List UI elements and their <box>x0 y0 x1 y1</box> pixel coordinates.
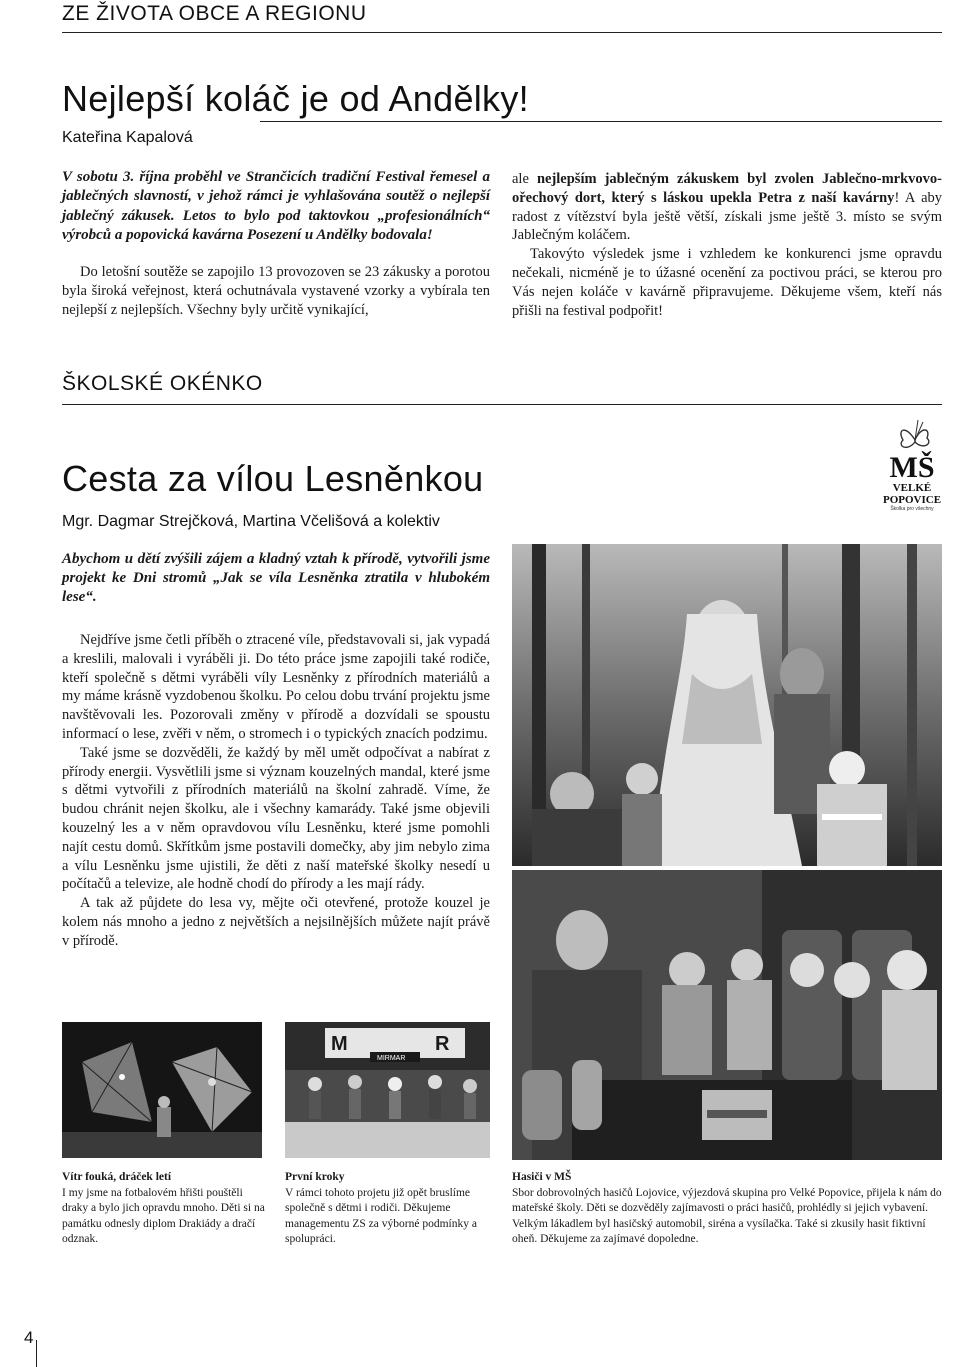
page-number-rule <box>36 1340 37 1367</box>
article2-column <box>62 550 490 951</box>
caption-title: Hasiči v MŠ <box>512 1171 572 1183</box>
caption-text: V rámci tohoto projetu již opět bruslíme společně s dětmi i rodiči. Děkujeme managementu ZS za výborné podmínky a spolupráci. <box>285 1186 477 1245</box>
photo-firefighters <box>512 870 942 1160</box>
article1-title: Nejlepší koláč je od Andělky! <box>62 78 529 119</box>
butterfly-icon <box>895 418 935 458</box>
header-rule <box>62 32 942 33</box>
logo-line1: VELKÉ <box>892 482 932 494</box>
caption-text: Sbor dobrovolných hasičů Lojovice, výjezdová skupina pro Velké Popovice, přijela k nám do mateřské školy. Děti se dozvěděly zajímavosti o práci hasičů, prohlédly si jejich vybavení. Velkým lákadlem byl hasičský automobil, siréna a vysílačka. Také si zkusily hasit fiktivní oheň. Děkujeme za zajímavé dopoledne. <box>512 1186 942 1245</box>
article1-left-column <box>62 168 490 320</box>
article1-lead: V sobotu 3. října proběhl ve Strančicích tradiční Festival řemesel a jablečných slavností, v jehož rámci je vyhlašována soutěž o nejlepší jablečný zákusek. Letos to bylo pod taktovkou „profesionálních“ výrobců a popovická kavárna Posezení u Andělky bodovala! <box>62 169 490 243</box>
section2-label: ŠKOLSKÉ OKÉNKO <box>62 372 263 395</box>
caption-firefighters <box>512 1170 942 1248</box>
caption-title: První kroky <box>285 1171 345 1183</box>
school-logo <box>881 418 943 514</box>
page-number: 4 <box>24 1328 34 1347</box>
bus-sign-prefix: M <box>331 1033 348 1055</box>
photo-kites <box>62 1022 262 1158</box>
article2-paragraph: Nejdříve jsme četli příběh o ztracené víle, představovali si, jak vypadá a kreslili, malovali i vyráběli ji. Do této práce jsme zapojili také rodiče, kteří společně s dětmi vyráběli víly Lesněnky z přírodních materiálů a my máme krásně vyzdobenou školku. Po celou dobu trvání projektu jsme navštěvovali les. Pozorovali změny v přírodě a dozvídali se spoustu informací o lese, zvěři v něm, o stromech i o typických znacích podzimu. <box>62 632 490 742</box>
article1-paragraph <box>512 170 942 245</box>
caption-text: I my jsme na fotbalovém hřišti pouštěli draky a bylo jich opravdu mnoho. Děti si na památku odnesly diplom Drakiády a dračí odznak. <box>62 1186 265 1245</box>
logo-ms: MŠ <box>889 451 935 484</box>
article1-paragraph: Takovýto výsledek jsme i vzhledem ke konkurenci jsme opravdu nečekali, nicméně je to úžasné ocenění za poctivou práci, se kterou pro Vás nejen koláče v kavárně připravujeme. Děkujeme všem, kteří nás přišli na festival podpořit! <box>512 246 942 319</box>
bus-sign-text: MIRMAR <box>377 1055 406 1062</box>
article2-paragraph: A tak až půjdete do lesa vy, mějte oči otevřené, protože kouzel je kolem nás mnoho a jedno z největších a nejsilnějších můžete najít právě v přírodě. <box>62 895 490 949</box>
section-header: ZE ŽIVOTA OBCE A REGIONU <box>62 2 367 25</box>
bus-sign-suffix: R <box>435 1033 450 1055</box>
photo-fairy-forest <box>512 544 942 866</box>
article1-rule <box>260 121 942 122</box>
section2-rule <box>62 404 942 405</box>
caption-kites <box>62 1170 267 1248</box>
article1-right-column <box>512 170 942 320</box>
article2-lead: Abychom u dětí zvýšili zájem a kladný vztah k přírodě, vytvořili jsme projekt ke Dni stromů „Jak se víla Lesněnka ztratila v hlubokém lese“. <box>62 551 490 605</box>
text-span: ale <box>512 171 537 187</box>
article2-paragraph: Také jsme se dozvěděli, že každý by měl umět odpočívat a nabírat z přírody energii. Vysvětlili jsme si význam kouzelných mandal, které jsme s dětmi vytvořili z přírodních materiálů na školní zahradě. Víme, že budou chránit nejen školku, ale i všechny kamarády. Také jsme objevili kouzelný les a v něm opravdovou vílu Lesněnku, které jsme pomohli najít cestu domů. Skřítkům jsme postavili domečky, aby jim nebylo zima a vílu Lesněnku jsme ujistili, že děti z naší mateřské školky nesedí u počítačů a televize, ale hodně chodí do přírody a les mají rády. <box>62 744 490 893</box>
article2-title: Cesta za vílou Lesněnkou <box>62 458 484 499</box>
article2-author: Mgr. Dagmar Strejčková, Martina Včelišová a kolektiv <box>62 513 440 530</box>
article1-paragraph: Do letošní soutěže se zapojilo 13 provozoven se 23 zákusky a porotou byla široká veřejnost, která ochutnávala vystavené vzorky a vybírala ten nejlepší z nejlepších. Všechny byly určitě vynikající, <box>62 264 490 318</box>
logo-slogan: Školka pro všechny <box>890 506 934 512</box>
highlight-text: nejlepším jablečným zákuskem byl zvolen Jablečno-mrkvovo-ořechový dort, který s láskou upekla Petra z naší kavárny <box>512 171 942 206</box>
text-span: ! A aby radost z vítězství byla ještě větší, získali jsme ještě 3. místo se svým Jablečným koláčem. <box>512 189 943 244</box>
caption-title: Vítr fouká, dráček letí <box>62 1171 172 1183</box>
article1-author: Kateřina Kapalová <box>62 129 193 146</box>
photo-skating <box>285 1022 490 1158</box>
logo-line2: POPOVICE <box>882 494 942 506</box>
caption-skating <box>285 1170 490 1248</box>
